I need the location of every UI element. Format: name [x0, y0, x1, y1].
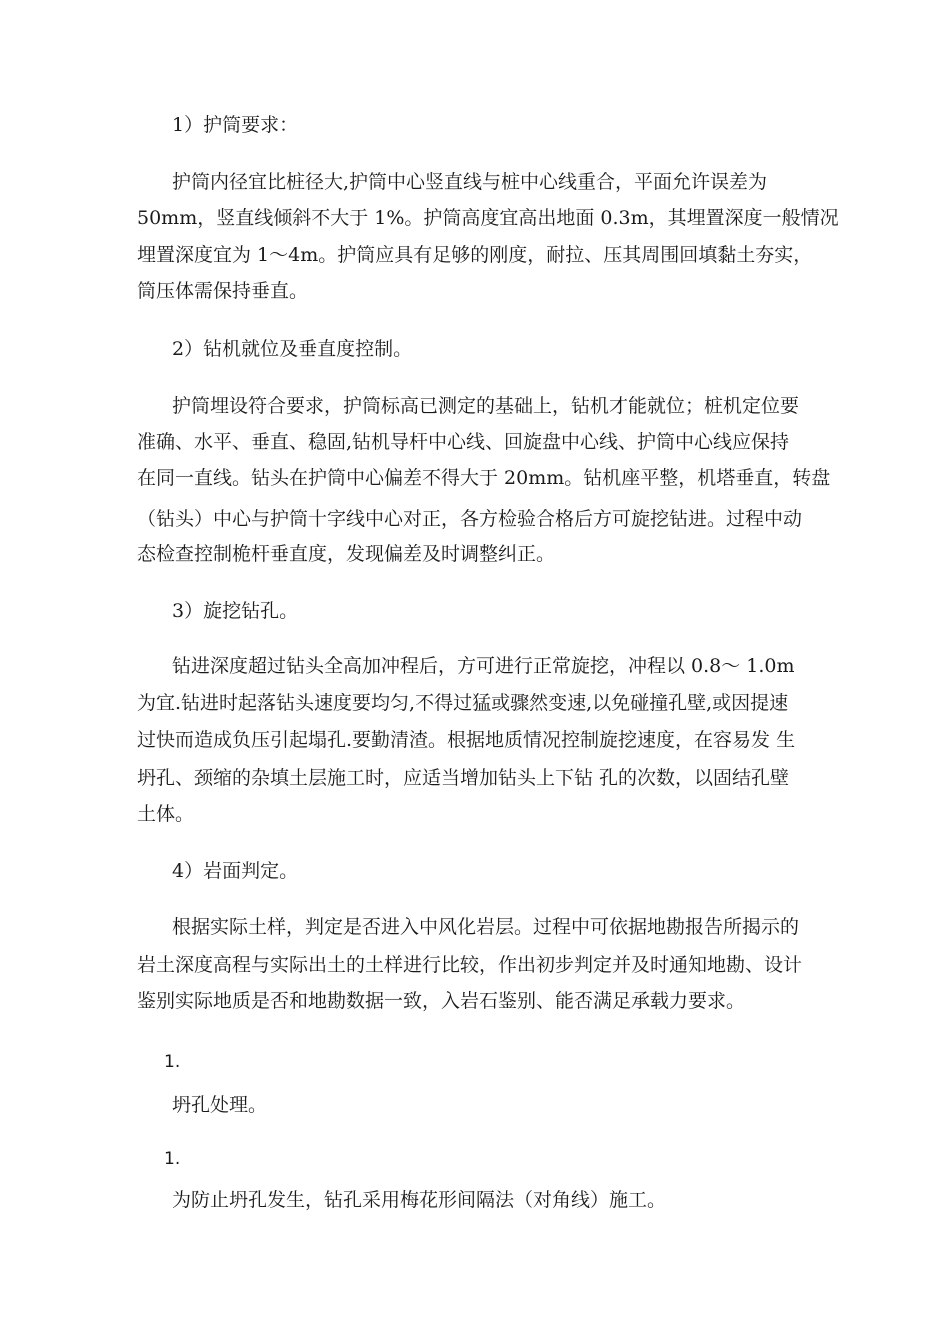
paragraph-line: 护筒埋设符合要求，护筒标高已测定的基础上，钻机才能就位；桩机定位要: [172, 395, 800, 417]
paragraph-line: 在同一直线。钻头在护筒中心偏差不得大于 20mm。钻机座平整，机塔垂直，转盘: [137, 467, 831, 489]
section-heading-drill-position: 2）钻机就位及垂直度控制。: [172, 338, 413, 360]
section-heading-rock-surface: 4）岩面判定。: [172, 860, 299, 882]
paragraph-line: 根据实际土样，判定是否进入中风化岩层。过程中可依据地勘报告所揭示的: [172, 916, 800, 938]
list-item-collapse-handling: 坍孔处理。: [172, 1094, 268, 1116]
section-heading-rotary-drilling: 3）旋挖钻孔。: [172, 600, 299, 622]
list-item-collapse-prevention: 为防止坍孔发生，钻孔采用梅花形间隔法（对角线）施工。: [172, 1189, 667, 1211]
paragraph-line: 岩土深度高程与实际出土的土样进行比较，作出初步判定并及时通知地勘、设计: [137, 954, 803, 976]
paragraph-line: 筒压体需保持垂直。: [137, 280, 309, 302]
paragraph-line: 50mm，竖直线倾斜不大于 1%。护筒高度宜高出地面 0.3m，其埋置深度一般情况: [137, 207, 839, 229]
paragraph-line: 钻进深度超过钻头全高加冲程后，方可进行正常旋挖，冲程以 0.8～ 1.0m: [172, 655, 795, 677]
list-marker: 1.: [164, 1149, 181, 1169]
paragraph-line: （钻头）中心与护筒十字线中心对正，各方检验合格后方可旋挖钻进。过程中动: [137, 508, 803, 530]
list-marker: 1.: [164, 1052, 181, 1072]
paragraph-line: 准确、水平、垂直、稳固,钻机导杆中心线、回旋盘中心线、护筒中心线应保持: [137, 431, 790, 453]
paragraph-line: 土体。: [137, 803, 195, 825]
paragraph-line: 坍孔、颈缩的杂填土层施工时，应适当增加钻头上下钻 孔的次数，以固结孔壁: [137, 767, 790, 789]
paragraph-line: 为宜.钻进时起落钻头速度要均匀,不得过猛或骤然变速,以免碰撞孔壁,或因提速: [137, 692, 789, 714]
paragraph-line: 鉴别实际地质是否和地勘数据一致，入岩石鉴别、能否满足承载力要求。: [137, 990, 746, 1012]
paragraph-line: 埋置深度宜为 1～4m。护筒应具有足够的刚度，耐拉、压其周围回填黏土夯实，: [137, 244, 813, 266]
paragraph-line: 态检查控制桅杆垂直度，发现偏差及时调整纠正。: [137, 543, 556, 565]
paragraph-line: 过快而造成负压引起塌孔.要勤清渣。根据地质情况控制旋挖速度，在容易发 生: [137, 729, 796, 751]
section-heading-casing: 1）护筒要求：: [172, 114, 299, 136]
paragraph-line: 护筒内径宜比桩径大,护筒中心竖直线与桩中心线重合，平面允许误差为: [172, 171, 768, 193]
